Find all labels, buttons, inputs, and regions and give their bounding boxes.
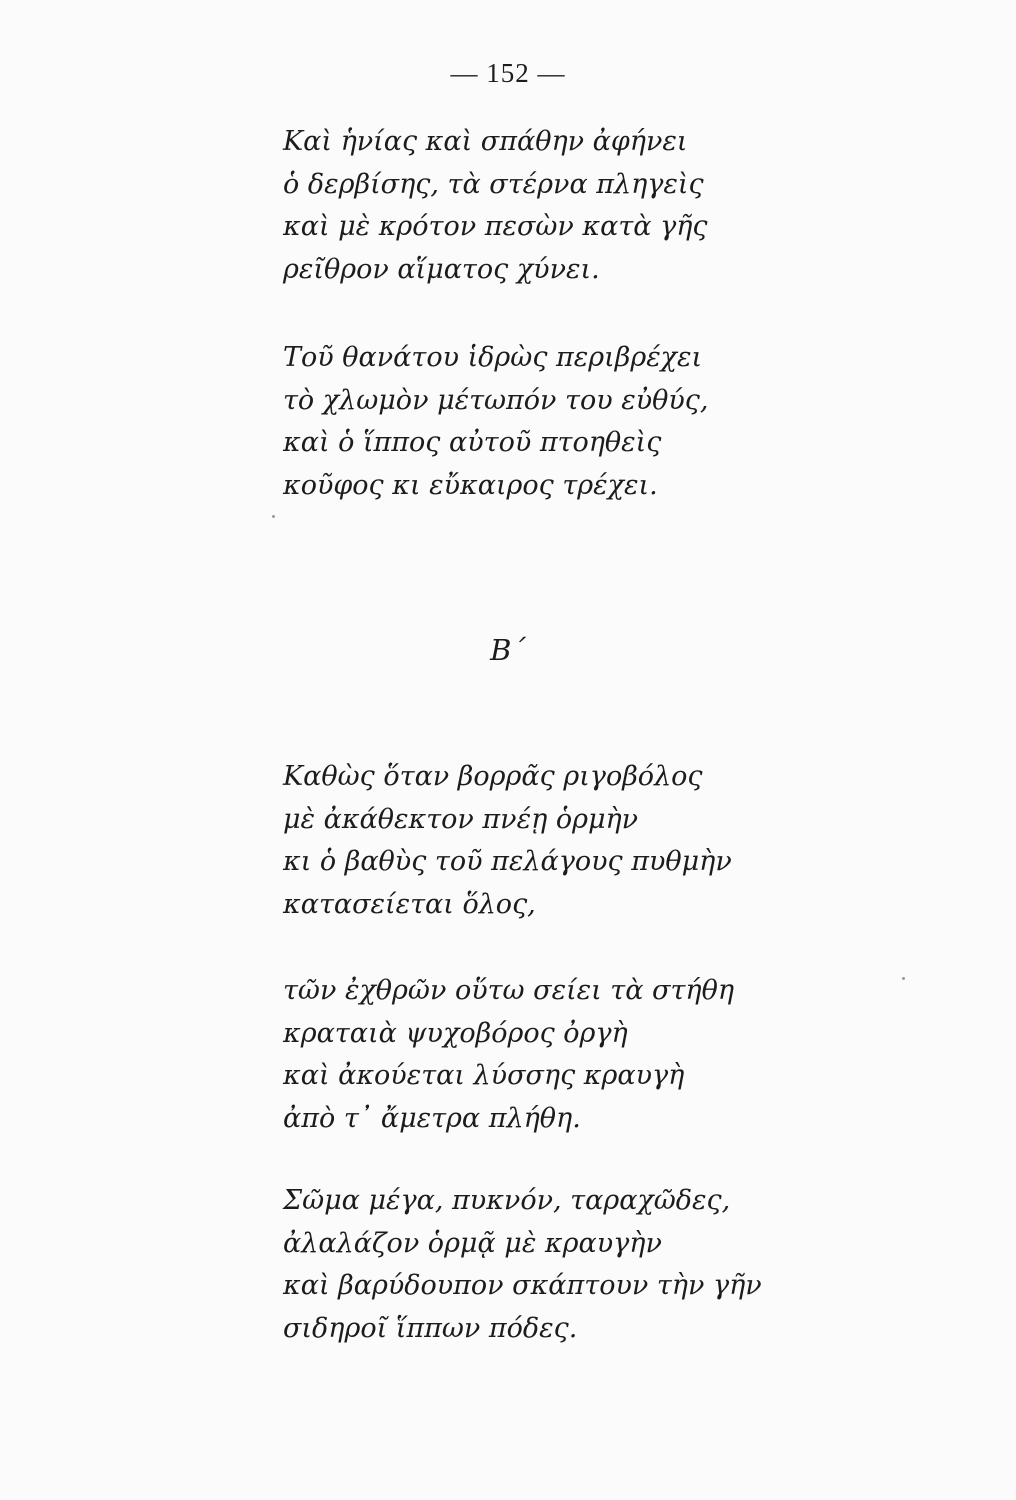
verse-line: καὶ ὁ ἵππος αὐτοῦ πτοηθεὶς [283, 427, 662, 458]
verse-line: καὶ βαρύδουπον σκάπτουν τὴν γῆν [283, 1270, 762, 1301]
page-number: — 152 — [450, 58, 566, 88]
verse-line: κατασείεται ὅλος, [283, 888, 536, 920]
stanza [283, 970, 734, 1140]
verse-line: κραταιὰ ψυχοβόρος ὀργὴ [283, 1017, 628, 1049]
verse-line: καὶ μὲ κρότον πεσὼν κατὰ γῆς [283, 211, 708, 242]
stanza [283, 1180, 762, 1350]
stanza [283, 756, 732, 926]
stanza [283, 121, 708, 291]
verse-line: καὶ ἀκούεται λύσσης κραυγὴ [283, 1060, 685, 1091]
verse-line: μὲ ἀκάθεκτον πνέῃ ὁρμὴν [283, 803, 639, 835]
verse-line: Τοῦ θανάτου ἱδρὼς περιβρέχει [283, 342, 703, 373]
verse-line: κοῦφος κι εὔκαιρος τρέχει. [283, 469, 658, 501]
verse-line: ὁ δερβίσης, τὰ στέρνα πληγεὶς [283, 168, 704, 200]
verse-line: ἀλαλάζον ὁρμᾷ μὲ κραυγὴν [283, 1227, 662, 1259]
verse-line: σιδηροῖ ἵππων πόδες. [283, 1312, 578, 1344]
verse-line: ἀπὸ τ᾿ ἄμετρα πλήθη. [283, 1102, 581, 1134]
verse-line: Σῶμα μέγα, πυκνόν, ταραχῶδες, [283, 1185, 731, 1216]
verse-line: Καὶ ἡνίας καὶ σπάθην ἀφήνει [283, 126, 688, 157]
paper-speck [272, 515, 275, 518]
paper-speck [902, 977, 905, 980]
stanza [283, 337, 709, 507]
verse-line: τῶν ἐχθρῶν οὕτω σείει τὰ στήθη [283, 975, 735, 1006]
section-marker: Β΄ [490, 633, 526, 667]
verse-line: ρεῖθρον αἵματος χύνει. [283, 253, 600, 285]
verse-line: Καθὼς ὅταν βορρᾶς ριγοβόλος [283, 761, 703, 792]
verse-line: κι ὁ βαθὺς τοῦ πελάγους πυθμὴν [283, 846, 732, 877]
verse-line: τὸ χλωμὸν μέτωπόν του εὐθύς, [283, 384, 709, 416]
